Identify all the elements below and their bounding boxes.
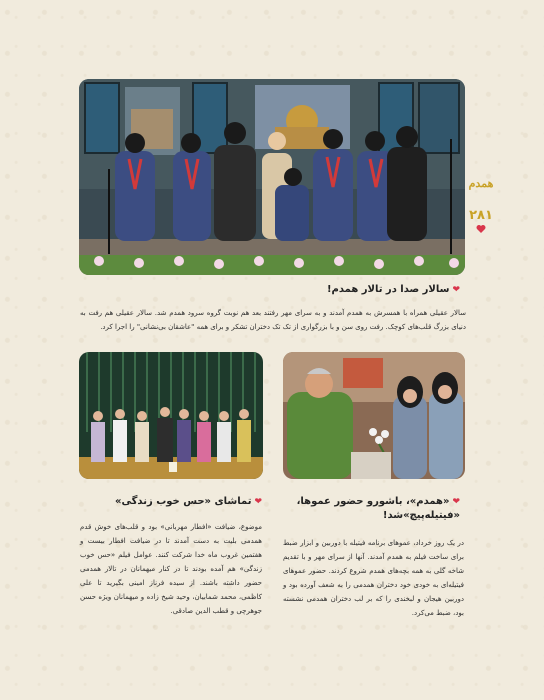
award-ceremony-photo bbox=[79, 352, 263, 479]
hamdam-heading bbox=[280, 495, 460, 523]
magazine-side-badge bbox=[468, 178, 494, 240]
film-body: موضوع، ضیافت «افطار مهربانی» بود و قلب‌های خوش قدم همدمی بلیت به دست آمدند تا در ضیافت افطار بیست و هفتمین غروب ماه خدا شرکت کنند. عوامل فیلم «حس خوب زندگی» هم آمده بودند تا در کنار میهمانان در تالار همدمی حضور داشته باشند. از سیده فرناز امینی بگیرید تا علی کاظمی، محمد شمابیان، وحید شیخ زاده و میهمانان ویژه حسن جوهرچی و قطب الدین صادقی. bbox=[80, 523, 262, 615]
salar-heading-text: سالار صدا در تالار همدم! bbox=[326, 284, 450, 295]
salar-heading bbox=[160, 283, 460, 297]
visit-flowers-photo bbox=[283, 352, 465, 479]
hamdam-body: در یک روز خرداد، عموهای برنامه فیتیله با دوربین و ابزار ضبط برای ساخت فیلم به همدم آمدند. آنها از سرای مهر و با تقدیم شاخه گلی به همه بچه‌های همدم شروع کردند. حضور عموهای فیتیله‌ای به خودی خود دختران همدمی را به شعف آورده بود و دوربین هیجان و لبخندی را که بر لب دختران همدمی نشسته بود، ضبط می‌کرد. bbox=[283, 539, 464, 617]
magazine-title: همدم bbox=[468, 177, 494, 190]
salar-body: سالار عقیلی همراه با همسرش به همدم آمدند و به سرای مهر رفتند بعد هم نوبت گروه سرود همدم شد. سالار عقیلی هم رفت به دنیای بزرگ قلب‌های کوچک. رفت روی سن و با بزرگواری از تک تک دختران تشکر و برای همه "عاشقان بی‌نشانی" را اجرا کرد. bbox=[80, 309, 466, 331]
stage-group-photo bbox=[79, 79, 465, 275]
heart-icon bbox=[476, 224, 486, 234]
hamdam-heading-line2: «فیتیله‌پیچ»شد! bbox=[382, 510, 460, 521]
film-heading bbox=[80, 495, 262, 509]
page-number: ۲۸۱ bbox=[469, 208, 493, 223]
hamdam-heading-line1: «همدم»، باشورو حضور عموها، bbox=[296, 496, 450, 507]
heart-icon: ❤ bbox=[452, 285, 460, 295]
film-heading-text: تماشای «حس خوب زندگی» bbox=[115, 496, 252, 507]
heart-icon: ❤ bbox=[254, 497, 262, 507]
heart-icon: ❤ bbox=[452, 497, 460, 507]
